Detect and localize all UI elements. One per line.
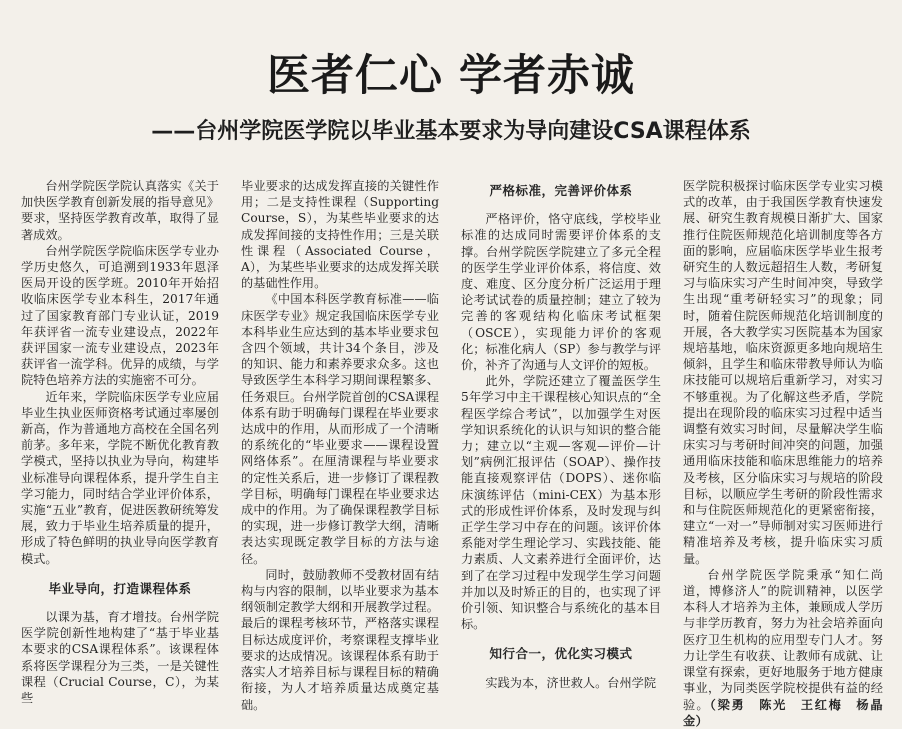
section-heading: 毕业导向，打造课程体系 (48, 580, 192, 596)
paragraph: 《中国本科医学教育标准——临床医学专业》规定我国临床医学专业本科毕业生应达到的基本毕业要求包含四个领域，共计34个条目，涉及的知识、能力和素养要求众多。这也导致医学生本科学习期间课程繁多、任务艰巨。台州学院首创的CSA课程体系有助于明确每门课程在毕业要求达成中的作用，从而形成了一个清晰的系统化的“毕业要求——课程设置网络体系”。在厘清课程与毕业要求的定性关系后，进一步修订了课程教学目标，明确每门课程在毕业要求达成中的作用。为了确保课程教学目标的实现，进一步修订教学大纲，清晰表达实现既定教学目标的方法与途径。 (241, 292, 439, 566)
paragraph: 同时，鼓励教师不受教材固有结构与内容的限制，以毕业要求为基本纲领制定教学大纲和开展教学过程。最后的课程考核环节，严格落实课程目标达成度评价，考察课程支撑毕业要求的达成情况。该课程体系有助于落实人才培养目标与课程目标的精确衔接，为人才培养质量达成奠定基础。 (241, 567, 439, 712)
paragraph: 近年来，学院临床医学专业应届毕业生执业医师资格考试通过率屡创新高，作为普通地方高校在全国名列前茅。多年来，学院不断优化教育教学模式，坚持以执业为导向，构建毕业标准导向课程体系，提升学生自主学习能力，同时结合学业评价体系，实施“五业”教育，促进医教研统筹发展，致力于毕业生培养质量的提升，形成了特色鲜明的执业导向医学教育模式。 (21, 389, 219, 566)
paragraph: 此外，学院还建立了覆盖医学生5年学习中主干课程核心知识点的“全程医学综合考试”，以加强学生对医学知识系统化的认识与知识的整合能力；建立以“主观—客观—评价—计划”病例汇报评估（SOAP）、操作技能直接观察评估（DOPS）、迷你临床演练评估（mini-CEX）为基本形式的形成性评价体系，及时发现与纠正学生学习中存在的问题。该评价体系能对学生理论学习、实践技能、能力素质、人文素养进行全面评价，达到了在学习过程中发现学生学习问题并加以及时矫正的目的，也实现了评价引领、知识整合与系统化的基本目标。 (461, 374, 661, 632)
article-title: 医者仁心 学者赤诚 (267, 51, 635, 101)
paragraph: 严格评价，恪守底线，学校毕业标准的达成同时需要评价体系的支撑。台州学院医学院建立了多元全程的医学生学业评价体系，将信度、效度、难度、区分度分析广泛运用于理论考试试卷的质量控制；建立了较为完善的客观结构化临床考试框架（OSCE），实现能力评价的客观化；标准化病人（SP）参与教学与评价，补齐了沟通与人文评价的短板。 (461, 212, 661, 373)
section-heading: 严格标准，完善评价体系 (489, 183, 633, 198)
paragraph (683, 567, 883, 729)
section-heading: 知行合一，优化实习模式 (489, 646, 633, 662)
paragraph: 台州学院医学院认真落实《关于加快医学教育创新发展的指导意见》要求，坚持医学教育改革，取得了显著成效。 (21, 179, 219, 242)
author-byline: （梁勇 陈光 王红梅 杨晶金） (683, 697, 884, 728)
paragraph: 实践为本，济世救人。台州学院 (485, 675, 657, 690)
paragraph: 医学院积极探讨临床医学专业实习模式的改革，由于我国医学教育快速发展、研究生教育规模日渐扩大、国家推行住院医师规范化培训制度等各方面的影响，应届临床医学毕业生报考研究生的人数远超招生人数，考研复习与临床实习产生时间冲突，导致学生出现“重考研轻实习”的现象；同时，随着住院医师规范化培训制度的开展，各大教学实习医院基本为国家规培基地，临床资源更多地向规培生倾斜，且学生和临床带教导师认为临床技能可以规培后重新学习，对实习不够重视。为了化解这些矛盾，学院提出在现阶段的临床实习过程中适当调整有效实习时间，尽量解决学生临床实习与考研时间冲突的问题，加强通用临床技能和临床思维能力的培养及考核，区分临床实习与规培的阶段目标，以顺应学生考研的阶段性需求和与住院医师规范化的更紧密衔接，建立“一对一”导师制对实习医师进行精准培养及考核，提升临床实习质量。 (683, 179, 883, 566)
article-subtitle: ——台州学院医学院以毕业基本要求为导向建设CSA课程体系 (151, 119, 751, 144)
column-4 (683, 178, 884, 728)
column-3 (461, 178, 661, 703)
column-2 (241, 178, 439, 712)
paragraph: 毕业要求的达成发挥直接的关键性作用；二是支持性课程（Supporting Course，S），为某些毕业要求的达成发挥间接的支持性作用；三是关联性课程（Associated Course，A），为某些毕业要求的达成发挥关联的基础性作用。 (241, 179, 439, 291)
column-1 (21, 178, 219, 706)
paragraph: 台州学院医学院临床医学专业办学历史悠久，可追溯到1933年恩泽医局开设的医学班。2010年开始招收临床医学专业本科生，2017年通过了国家教育部门专业认证，2019年获评省一流专业建设点，2022年获评国家一流专业建设点，2023年获评省一流学科。优异的成绩，与学院特色培养方法的实施密不可分。 (21, 243, 219, 388)
paragraph-text: 台州学院医学院秉承“知仁尚道，博修济人”的院训精神，以医学本科人才培养为主体，兼顾成人学历与非学历教育，努力为社会培养面向医疗卫生机构的应用型专门人才。努力让学生有收获、让教师有成就、让课堂有探索，更好地服务于地方健康事业，为同类医学院校提供有益的经验。 (683, 567, 883, 712)
paragraph: 以课为基，育才增技。台州学院医学院创新性地构建了“基于毕业基本要求的CSA课程体系”。该课程体系将医学课程分为三类，一是关键性课程（Crucial Course，C），为某些 (21, 610, 219, 706)
